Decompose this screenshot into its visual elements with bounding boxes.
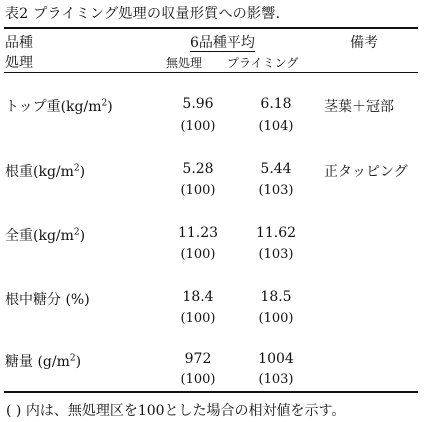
- cell-priming-pct: (100): [258, 311, 294, 326]
- cell-priming-pct: (104): [258, 119, 294, 134]
- cell-untreated: 18.4: [182, 289, 214, 305]
- header-remarks: 備考: [350, 35, 378, 51]
- cell-priming: 11.62: [255, 225, 297, 241]
- cell-remark: 茎葉＋冠部: [324, 99, 394, 115]
- header-untreated: 無処理: [166, 56, 203, 70]
- bottom-rule: [4, 391, 418, 393]
- cell-priming-pct: (103): [258, 372, 294, 387]
- top-rule: [4, 27, 418, 29]
- cell-untreated-pct: (100): [180, 247, 216, 262]
- row-label-root-weight: 根重$(kg/m^2)$: [5, 163, 86, 180]
- cell-untreated: 11.23: [177, 225, 219, 241]
- cell-untreated: 5.96: [182, 96, 214, 112]
- cell-untreated: 5.28: [182, 161, 214, 177]
- table-title: 表2 プライミング処理の収量形質への影響.: [5, 6, 281, 22]
- cell-priming: 1004: [258, 351, 294, 367]
- cell-untreated-pct: (100): [180, 311, 216, 326]
- header-group-label: 6品種平均: [190, 35, 255, 51]
- row-label-total-weight: 全重$(kg/m^2)$: [5, 227, 86, 244]
- cell-untreated: 972: [184, 351, 212, 367]
- cell-priming: 6.18: [260, 96, 292, 112]
- cell-priming-pct: (103): [258, 247, 294, 262]
- cell-untreated-pct: (100): [180, 119, 216, 134]
- header-treatment: 処理: [5, 55, 33, 71]
- footnote: ( ) 内は、無処理区を100とした場合の相対値を示す。: [6, 403, 346, 419]
- row-label-sugar-content: 根中糖分 (%): [5, 292, 90, 308]
- cell-untreated-pct: (100): [180, 372, 216, 387]
- header-variety: 品種: [5, 35, 33, 51]
- row-label-top-weight: トップ重$(kg/m^2)$: [5, 98, 113, 115]
- cell-priming: 5.44: [260, 161, 292, 177]
- cell-priming: 18.5: [260, 289, 292, 305]
- row-label-sugar-yield: 糖量 $(g/m^2)$: [5, 353, 82, 370]
- cell-remark: 正タッピング: [324, 164, 408, 180]
- header-rule: [4, 72, 418, 73]
- cell-untreated-pct: (100): [180, 183, 216, 198]
- header-priming: プライミング: [227, 56, 299, 70]
- cell-priming-pct: (103): [258, 183, 294, 198]
